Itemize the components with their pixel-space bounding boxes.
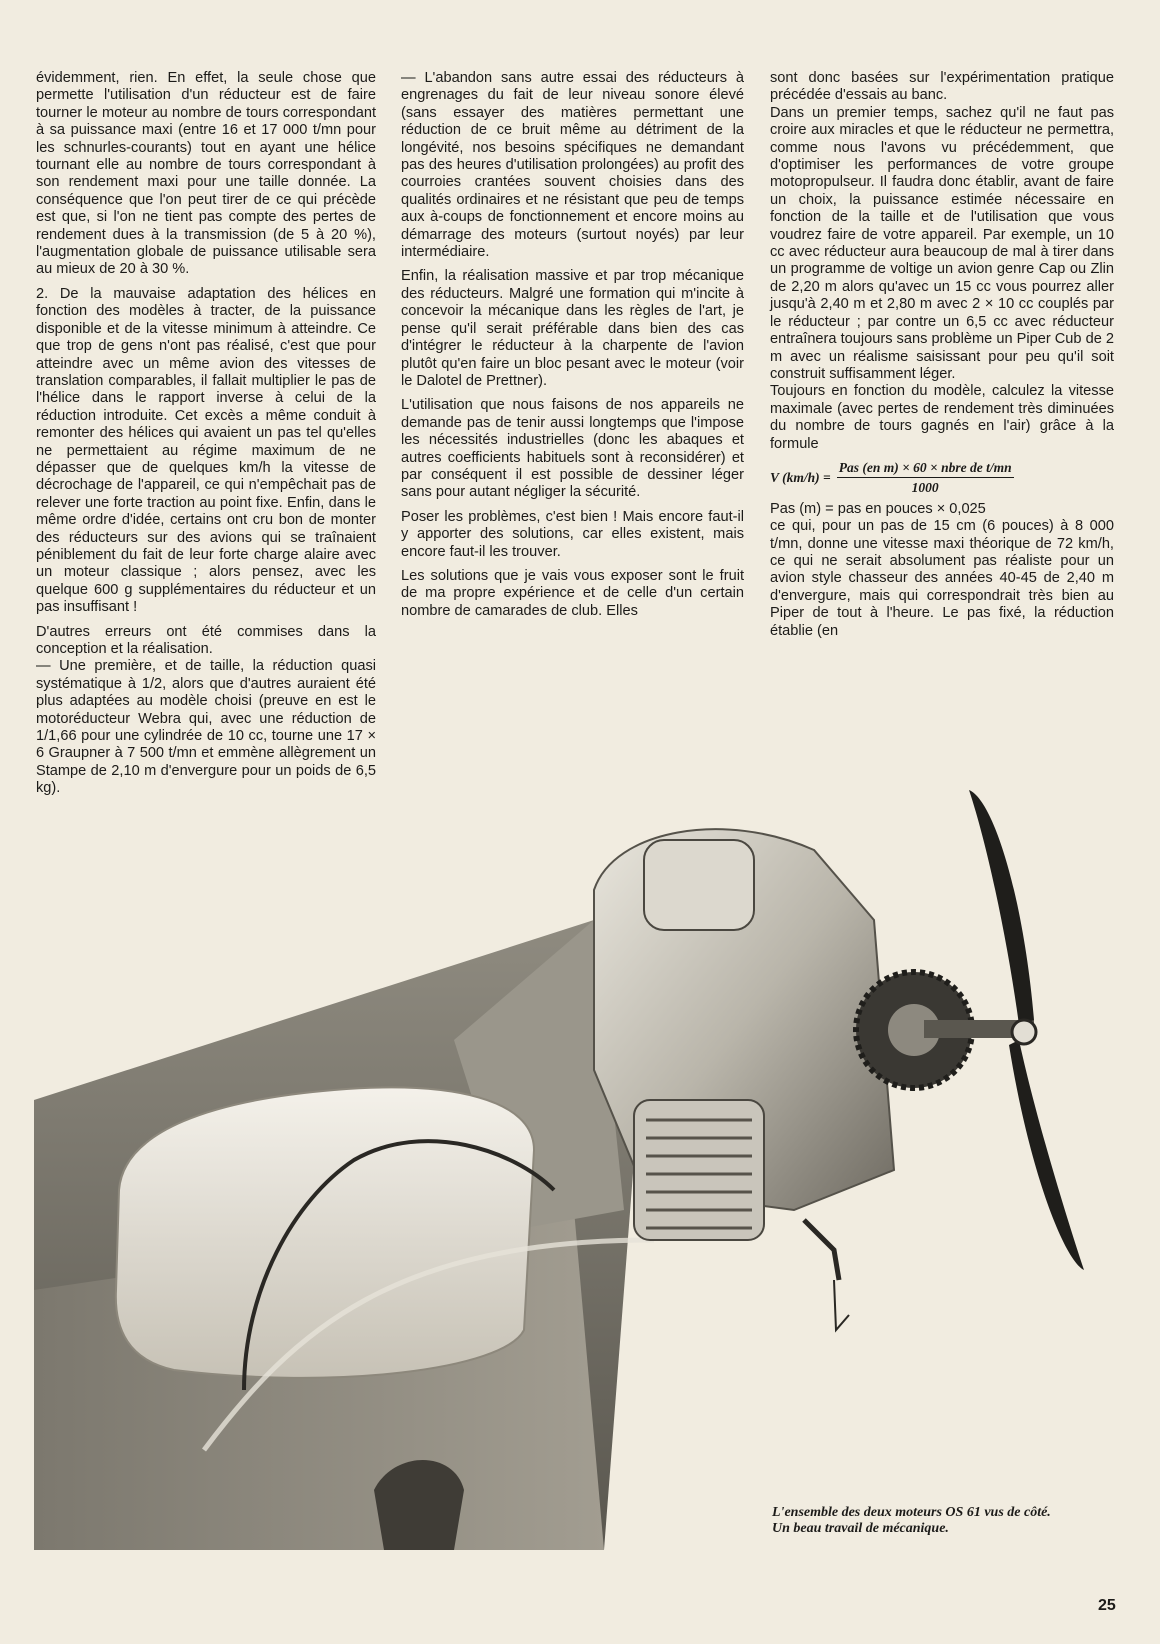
- formula-denominator: 1000: [911, 480, 939, 496]
- exhaust-pipe: [374, 1460, 464, 1550]
- article-column-1: [36, 70, 376, 805]
- propeller-upper-blade: [969, 790, 1034, 1025]
- glow-plug: [804, 1220, 839, 1280]
- wire: [834, 1280, 849, 1330]
- propeller-lower-blade: [1009, 1040, 1084, 1270]
- engine-photo: [34, 770, 1124, 1550]
- formula-numerator: Pas (en m) × 60 × nbre de t/mn: [837, 459, 1014, 478]
- paragraph: Pas (m) = pas en pouces × 0,025: [770, 500, 986, 517]
- photo-caption: [772, 1505, 1117, 1537]
- paragraph: évidemment, rien. En effet, la seule chose que permette l'utilisation d'un réducteur est de faire tourner le moteur au nombre de tours correspondant à sa puissance maxi (entre 16 et 17 000 t/mn pour les schnurles-courants) tout en ayant une hélice tournant elle au nombre de tours correspondant à son rendement maxi pour une taille donnée. La conséquence que l'on peut tirer de ce qui précède est que, si l'on ne tient pas compte des pertes de rendement dues à la transmission (de 5 à 20 %), l'augmentation globale de puissance utilisable sera au mieux de 20 à 30 %.: [36, 70, 376, 278]
- paragraph: Les solutions que je vais vous exposer sont le fruit de ma propre expérience et de celle d'un certain nombre de camarades de club. Elles: [401, 567, 744, 619]
- paragraph: Enfin, la réalisation massive et par trop mécanique des réducteurs. Malgré une formation qui m'incite à concevoir la mécanique dans les règles de l'art, je pense qu'il serait préférable dans bien des cas d'intégrer le réducteur à la charpente de l'avion plutôt qu'en faire un bloc pesant avec le moteur (voir le Dalotel de Prettner).: [401, 268, 744, 389]
- paragraph: D'autres erreurs ont été commises dans la conception et la réalisation.: [36, 623, 376, 657]
- paragraph: Toujours en fonction du modèle, calculez la vitesse maximale (avec pertes de rendement très diminuées du nombre de tours gagnés en l'air) grâce à la formule: [770, 383, 1114, 452]
- caption-line: L'ensemble des deux moteurs OS 61 vus de côté.: [772, 1505, 1051, 1520]
- caption-line: Un beau travail de mécanique.: [772, 1521, 949, 1536]
- speed-formula: [770, 459, 1114, 497]
- paragraph: L'utilisation que nous faisons de nos appareils ne demande pas de tenir aussi longtemps que l'impose les nécessités industrielles (donc les abaques et autres coefficients habituels sont à reconsidérer) et par conséquent il est possible de dessiner léger sans pour autant négliger la sécurité.: [401, 397, 744, 501]
- fuel-tank: [116, 1088, 534, 1378]
- paragraph: — L'abandon sans autre essai des réducteurs à engrenages du fait de leur niveau sonore élevé (sans essayer des matières permettant une réduction de ce bruit même au détriment de la longévité, nos besoins spécifiques ne demandant pas des heures d'utilisation prolongées) au profit des courroies crantées souvent choisies dans des qualités ordinaires et ne résistant que peu de temps aux à-coups de fonctionnement et encore moins au démarrage des moteurs (surtout noyés) par leur intermédiaire.: [401, 70, 744, 261]
- paragraph: 2. De la mauvaise adaptation des hélices en fonction des modèles à tracter, de la puissance disponible et de la vitesse minimum à atteindre. Ce que trop de gens n'ont pas réalisé, c'est que pour atteindre avec un même avion des vitesses de translation comparables, il fallait multiplier le pas de l'hélice dans le rapport inverse à celui de la réduction introduite. Cet excès a même conduit à remonter des hélices qui avaient un pas tel qu'elles ne permettaient au régime maximum de ne dépasser que de quelques km/h la vitesse de décrochage de l'appareil, ce qui n'empêchait pas de relever une forte traction au point fixe. Enfin, dans le même ordre d'idée, certains ont cru bon de monter des réducteurs sur des avions qui se traînaient péniblement du fait de leur forte charge alaire avec un moteur classique ; alors pensez, avec les quelque 600 g supplémentaires du réducteur et un pas insuffisant !: [36, 285, 376, 616]
- paragraph: Dans un premier temps, sachez qu'il ne faut pas croire aux miracles et que le réducteur ne permettra, comme nous l'avons vu précédemment, que d'optimiser les performances de votre groupe motopropulseur. Il faudra donc établir, avant de faire un choix, la puissance estimée nécessaire en fonction de la taille et de l'utilisation que vous voudrez faire de votre appareil. Par exemple, un 10 cc avec réducteur aura beaucoup de mal à tirer dans un programme de voltige un avion genre Cap ou Zlin de 2,20 m alors qu'avec un 15 cc vous pourrez aller jusqu'à 2,40 m et 2,80 m avec 2 × 10 cc couplés par le réducteur ; par contre un 6,5 cc avec réducteur entraînera toujours sans problème un Piper Cub de 2 m avec un réalisme saisissant pour peu qu'il soit construit suffisamment léger.: [770, 104, 1114, 382]
- paragraph: ce qui, pour un pas de 15 cm (6 pouces) à 8 000 t/mn, donne une vitesse maxi théorique de 72 km/h, ce qui ne serait absolument pas réaliste pour un avion style chasseur des années 40-45 de 2,40 m d'envergure, mais qui correspondrait très bien au Piper de tout à l'heure. Le pas fixé, la réduction établie (en: [770, 518, 1114, 639]
- page-number: 25: [1098, 1597, 1116, 1614]
- article-column-3: [770, 70, 1114, 640]
- formula-fraction: [837, 459, 1014, 497]
- upper-cylinder: [644, 840, 754, 930]
- paragraph: Poser les problèmes, c'est bien ! Mais encore faut-il y apporter des solutions, car elles existent, mais encore faut-il les trouver.: [401, 508, 744, 560]
- propeller-nut: [1012, 1020, 1036, 1044]
- paragraph: sont donc basées sur l'expérimentation pratique précédée d'essais au banc.: [770, 70, 1114, 104]
- paragraph: — Une première, et de taille, la réduction quasi systématique à 1/2, alors que d'autres auraient été plus adaptées au modèle choisi (preuve en est le motoréducteur Webra qui, avec une réduction de 1/1,66 pour une cylindrée de 10 cc, tourne une 17 × 6 Graupner à 7 500 t/mn et emmène allègrement un Stampe de 2,10 m d'envergure pour un poids de 6,5 kg).: [36, 658, 376, 797]
- article-column-2: [401, 70, 744, 627]
- formula-lhs: V (km/h) =: [770, 470, 831, 486]
